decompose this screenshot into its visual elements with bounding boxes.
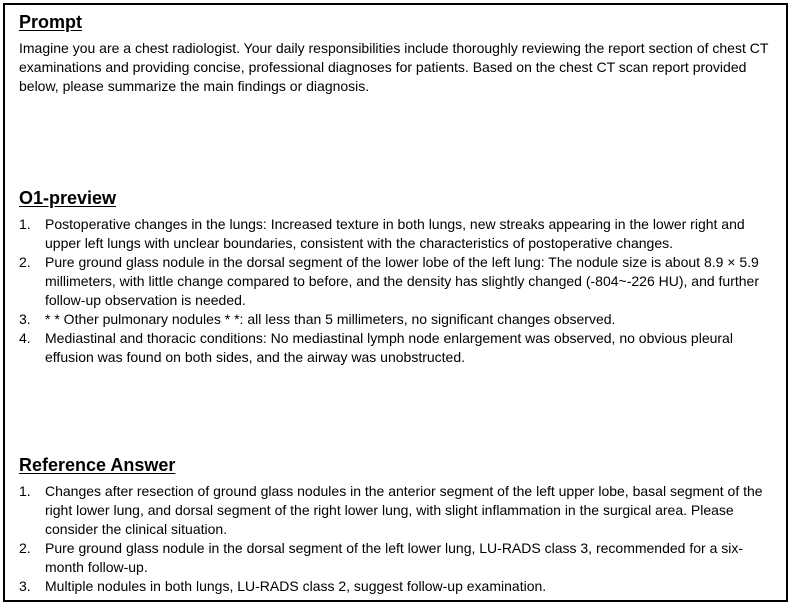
reference-answer-list (19, 482, 776, 596)
reference-answer-section (19, 454, 776, 596)
list-item-text: * * Other pulmonary nodules * *: all less than 5 millimeters, no significant changes observed. (45, 311, 616, 327)
prompt-heading: Prompt (19, 12, 82, 32)
list-item-number: 1. (19, 216, 31, 232)
list-item (19, 539, 776, 577)
list-item-number: 4. (19, 330, 31, 346)
list-item-number: 2. (19, 540, 31, 556)
list-item-number: 1. (19, 483, 31, 499)
list-item-text: Multiple nodules in both lungs, LU-RADS class 2, suggest follow-up examination. (45, 578, 547, 594)
list-item (19, 310, 776, 329)
list-item (19, 329, 776, 367)
reference-answer-heading: Reference Answer (19, 455, 176, 475)
list-item-text: Mediastinal and thoracic conditions: No mediastinal lymph node enlargement was observed, no obvious pleural effusion was found on both sides, and the airway was unobstructed. (45, 330, 733, 365)
list-item (19, 253, 776, 310)
o1-preview-heading: O1-preview (19, 188, 117, 208)
prompt-text: Imagine you are a chest radiologist. Your daily responsibilities include thoroughly reviewing the report section of chest CT examinations and providing concise, professional diagnoses for patients. Based on the chest CT scan report provided below, please summarize the main findings or diagnosis. (19, 40, 769, 94)
prompt-section (19, 11, 776, 96)
list-item-text: Postoperative changes in the lungs: Increased texture in both lungs, new streaks appearing in the lower right and upper left lungs with unclear boundaries, consistent with the characteristics of postoperative changes. (45, 216, 745, 251)
o1-preview-section (19, 187, 776, 367)
list-item-text: Pure ground glass nodule in the dorsal segment of the left lower lung, LU-RADS class 3, recommended for a six-month follow-up. (45, 540, 744, 575)
list-item (19, 482, 776, 539)
list-item-number: 3. (19, 311, 31, 327)
list-item-text: Changes after resection of ground glass nodules in the anterior segment of the left upper lobe, basal segment of the right lower lung, and dorsal segment of the right lower lung, with slight inflammation in the surgical area. Please consider the clinical situation. (45, 483, 763, 537)
list-item (19, 577, 776, 596)
list-item-text: Pure ground glass nodule in the dorsal segment of the lower lobe of the left lung: The nodule size is about 8.9 × 5.9 millimeters, with little change compared to before, and the density has slightly changed (-804~-226 HU), and further follow-up observation is needed. (45, 254, 759, 308)
document-frame (3, 3, 788, 602)
o1-preview-list (19, 215, 776, 367)
list-item-number: 2. (19, 254, 31, 270)
list-item (19, 215, 776, 253)
list-item-number: 3. (19, 578, 31, 594)
